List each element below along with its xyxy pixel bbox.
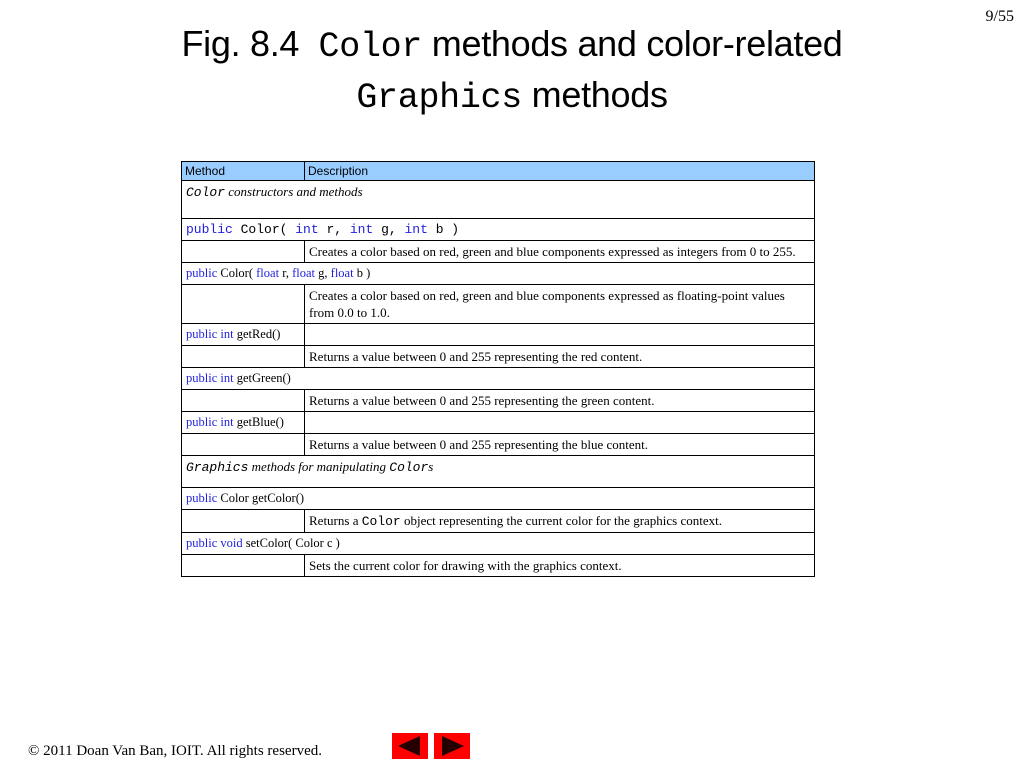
title-class-graphics: Graphics xyxy=(356,78,522,118)
code-text: setColor( Color c ) xyxy=(242,536,340,550)
title-class-color: Color xyxy=(318,27,423,67)
keyword: public xyxy=(186,266,218,280)
keyword: float xyxy=(292,266,316,280)
table-row xyxy=(182,241,815,263)
table-row xyxy=(182,412,815,434)
empty-cell xyxy=(182,510,305,533)
section-mono: Graphics xyxy=(186,460,249,475)
code-text: b ) xyxy=(353,266,371,280)
right-arrow-icon xyxy=(434,733,470,759)
keyword: public xyxy=(186,222,233,237)
section-text: methods for manipulating xyxy=(248,459,390,474)
header-description: Description xyxy=(305,162,815,181)
method-signature-getcolor xyxy=(182,488,815,510)
keyword: float xyxy=(256,266,280,280)
empty-cell xyxy=(182,346,305,368)
section-mono: Color xyxy=(389,460,429,475)
desc-text: object representing the current color for the graphics context. xyxy=(400,513,722,528)
methods-table-container xyxy=(181,161,814,577)
section-mono: Color xyxy=(186,185,226,200)
code-text: getGreen() xyxy=(233,371,291,385)
table-row xyxy=(182,555,815,577)
code-text: g, xyxy=(315,266,331,280)
code-text: r, xyxy=(279,266,293,280)
keyword: public int xyxy=(186,327,234,341)
empty-cell xyxy=(182,555,305,577)
section-heading-color xyxy=(182,181,815,219)
keyword: public xyxy=(186,491,218,505)
code-text: r, xyxy=(318,222,350,237)
code-text: Color getColor() xyxy=(217,491,305,505)
keyword: public void xyxy=(186,536,243,550)
empty-cell xyxy=(182,285,305,324)
description-cell: Creates a color based on red, green and blue components expressed as floating-point values from 0.0 to 1.0. xyxy=(305,285,815,324)
table-row xyxy=(182,219,815,241)
keyword: int xyxy=(295,222,319,237)
empty-cell xyxy=(182,390,305,412)
empty-cell xyxy=(182,434,305,456)
method-signature-color-int xyxy=(182,219,815,241)
table-row xyxy=(182,488,815,510)
title-mid: methods and color-related xyxy=(431,23,843,64)
code-text: Color( xyxy=(217,266,257,280)
keyword: public int xyxy=(186,415,234,429)
desc-text: Returns a xyxy=(309,513,362,528)
method-signature-getgreen xyxy=(182,368,815,390)
slide-title xyxy=(0,20,1024,122)
method-signature-getred xyxy=(182,324,305,346)
table-row xyxy=(182,181,815,219)
empty-cell xyxy=(182,241,305,263)
table-row xyxy=(182,346,815,368)
method-signature-color-float xyxy=(182,263,815,285)
table-row xyxy=(182,285,815,324)
section-heading-graphics xyxy=(182,456,815,488)
description-cell: Creates a color based on red, green and blue components expressed as integers from 0 to 255. xyxy=(305,241,815,263)
next-slide-button[interactable] xyxy=(434,733,470,759)
code-text: Color( xyxy=(232,222,296,237)
table-row xyxy=(182,510,815,533)
table-row xyxy=(182,390,815,412)
section-text: constructors and methods xyxy=(225,184,363,199)
table-row xyxy=(182,368,815,390)
desc-mono: Color xyxy=(361,514,401,529)
table-row xyxy=(182,324,815,346)
code-text: getRed() xyxy=(233,327,281,341)
method-signature-setcolor xyxy=(182,533,815,555)
keyword: int xyxy=(349,222,374,237)
methods-table xyxy=(181,161,815,577)
code-text: b ) xyxy=(427,222,460,237)
title-suffix: methods xyxy=(531,74,668,115)
table-header-row xyxy=(182,162,815,181)
description-cell: Returns a value between 0 and 255 representing the blue content. xyxy=(305,434,815,456)
keyword: float xyxy=(330,266,354,280)
keyword: int xyxy=(404,222,428,237)
code-text: getBlue() xyxy=(233,415,284,429)
page-number: 9/55 xyxy=(985,8,1014,25)
code-text: g, xyxy=(373,222,405,237)
table-row xyxy=(182,456,815,488)
empty-cell xyxy=(305,412,815,434)
header-method: Method xyxy=(182,162,305,181)
table-row xyxy=(182,434,815,456)
empty-cell xyxy=(305,324,815,346)
title-prefix: Fig. 8.4 xyxy=(181,23,300,64)
previous-slide-button[interactable] xyxy=(392,733,428,759)
table-row xyxy=(182,263,815,285)
description-cell: Returns a value between 0 and 255 representing the green content. xyxy=(305,390,815,412)
method-signature-getblue xyxy=(182,412,305,434)
keyword: public int xyxy=(186,371,234,385)
description-cell: Sets the current color for drawing with the graphics context. xyxy=(305,555,815,577)
table-row xyxy=(182,533,815,555)
description-cell xyxy=(305,510,815,533)
copyright-footer: © 2011 Doan Van Ban, IOIT. All rights reserved. xyxy=(28,743,322,759)
left-arrow-icon xyxy=(392,733,428,759)
description-cell: Returns a value between 0 and 255 representing the red content. xyxy=(305,346,815,368)
section-text: s xyxy=(428,459,434,474)
